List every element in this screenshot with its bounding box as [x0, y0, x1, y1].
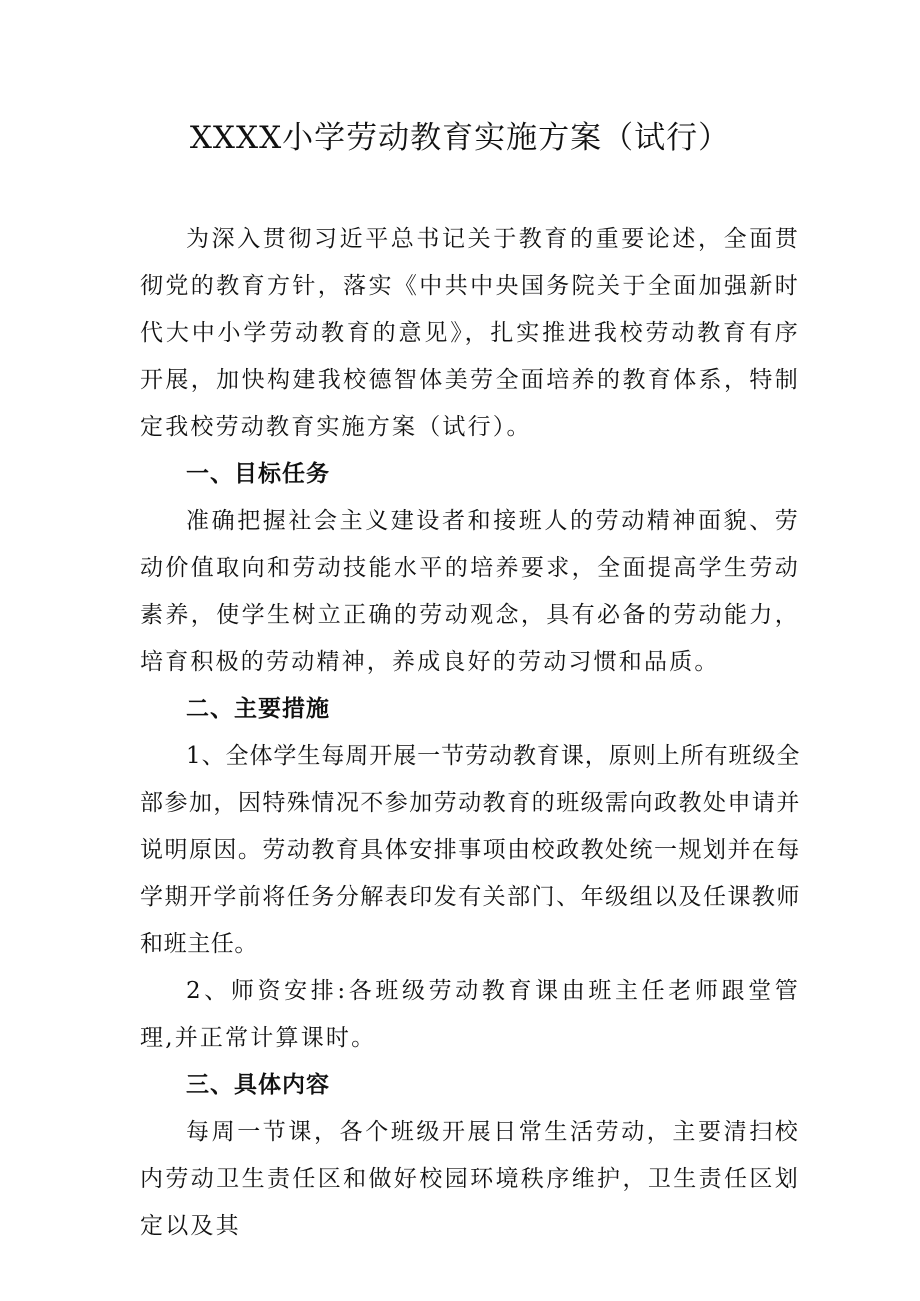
section-heading-content: 三、具体内容 — [186, 1072, 330, 1098]
goals-paragraph: 准确把握社会主义建设者和接班人的劳动精神面貌、劳动价值取向和劳动技能水平的培养要求，全面提高学生劳动素养，使学生树立正确的劳动观念，具有必备的劳动能力，培育积极的劳动精神，养成良好的劳动习惯和品质。 — [140, 508, 800, 675]
measures-paragraph-2: 2、师资安排:各班级劳动教育课由班主任老师跟堂管理,并正常计算课时。 — [140, 978, 800, 1051]
document-body — [140, 216, 800, 1250]
content-paragraph: 每周一节课，各个班级开展日常生活劳动，主要清扫校内劳动卫生责任区和做好校园环境秩序维护，卫生责任区划定以及其 — [140, 1119, 800, 1239]
document-title: XXXX小学劳动教育实施方案（试行） — [189, 120, 731, 156]
section-heading-measures: 二、主要措施 — [186, 696, 330, 722]
measures-paragraph-1: 1、全体学生每周开展一节劳动教育课，原则上所有班级全部参加，因特殊情况不参加劳动教育的班级需向政教处申请并说明原因。劳动教育具体安排事项由校政教处统一规划并在每学期开学前将任务分解表印发有关部门、年级组以及任课教师和班主任。 — [140, 743, 800, 957]
intro-paragraph: 为深入贯彻习近平总书记关于教育的重要论述，全面贯彻党的教育方针，落实《中共中央国务院关于全面加强新时代大中小学劳动教育的意见》，扎实推进我校劳动教育有序开展，加快构建我校德智体美劳全面培养的教育体系，特制定我校劳动教育实施方案（试行）。 — [140, 226, 800, 440]
section-heading-goals: 一、目标任务 — [186, 461, 330, 487]
